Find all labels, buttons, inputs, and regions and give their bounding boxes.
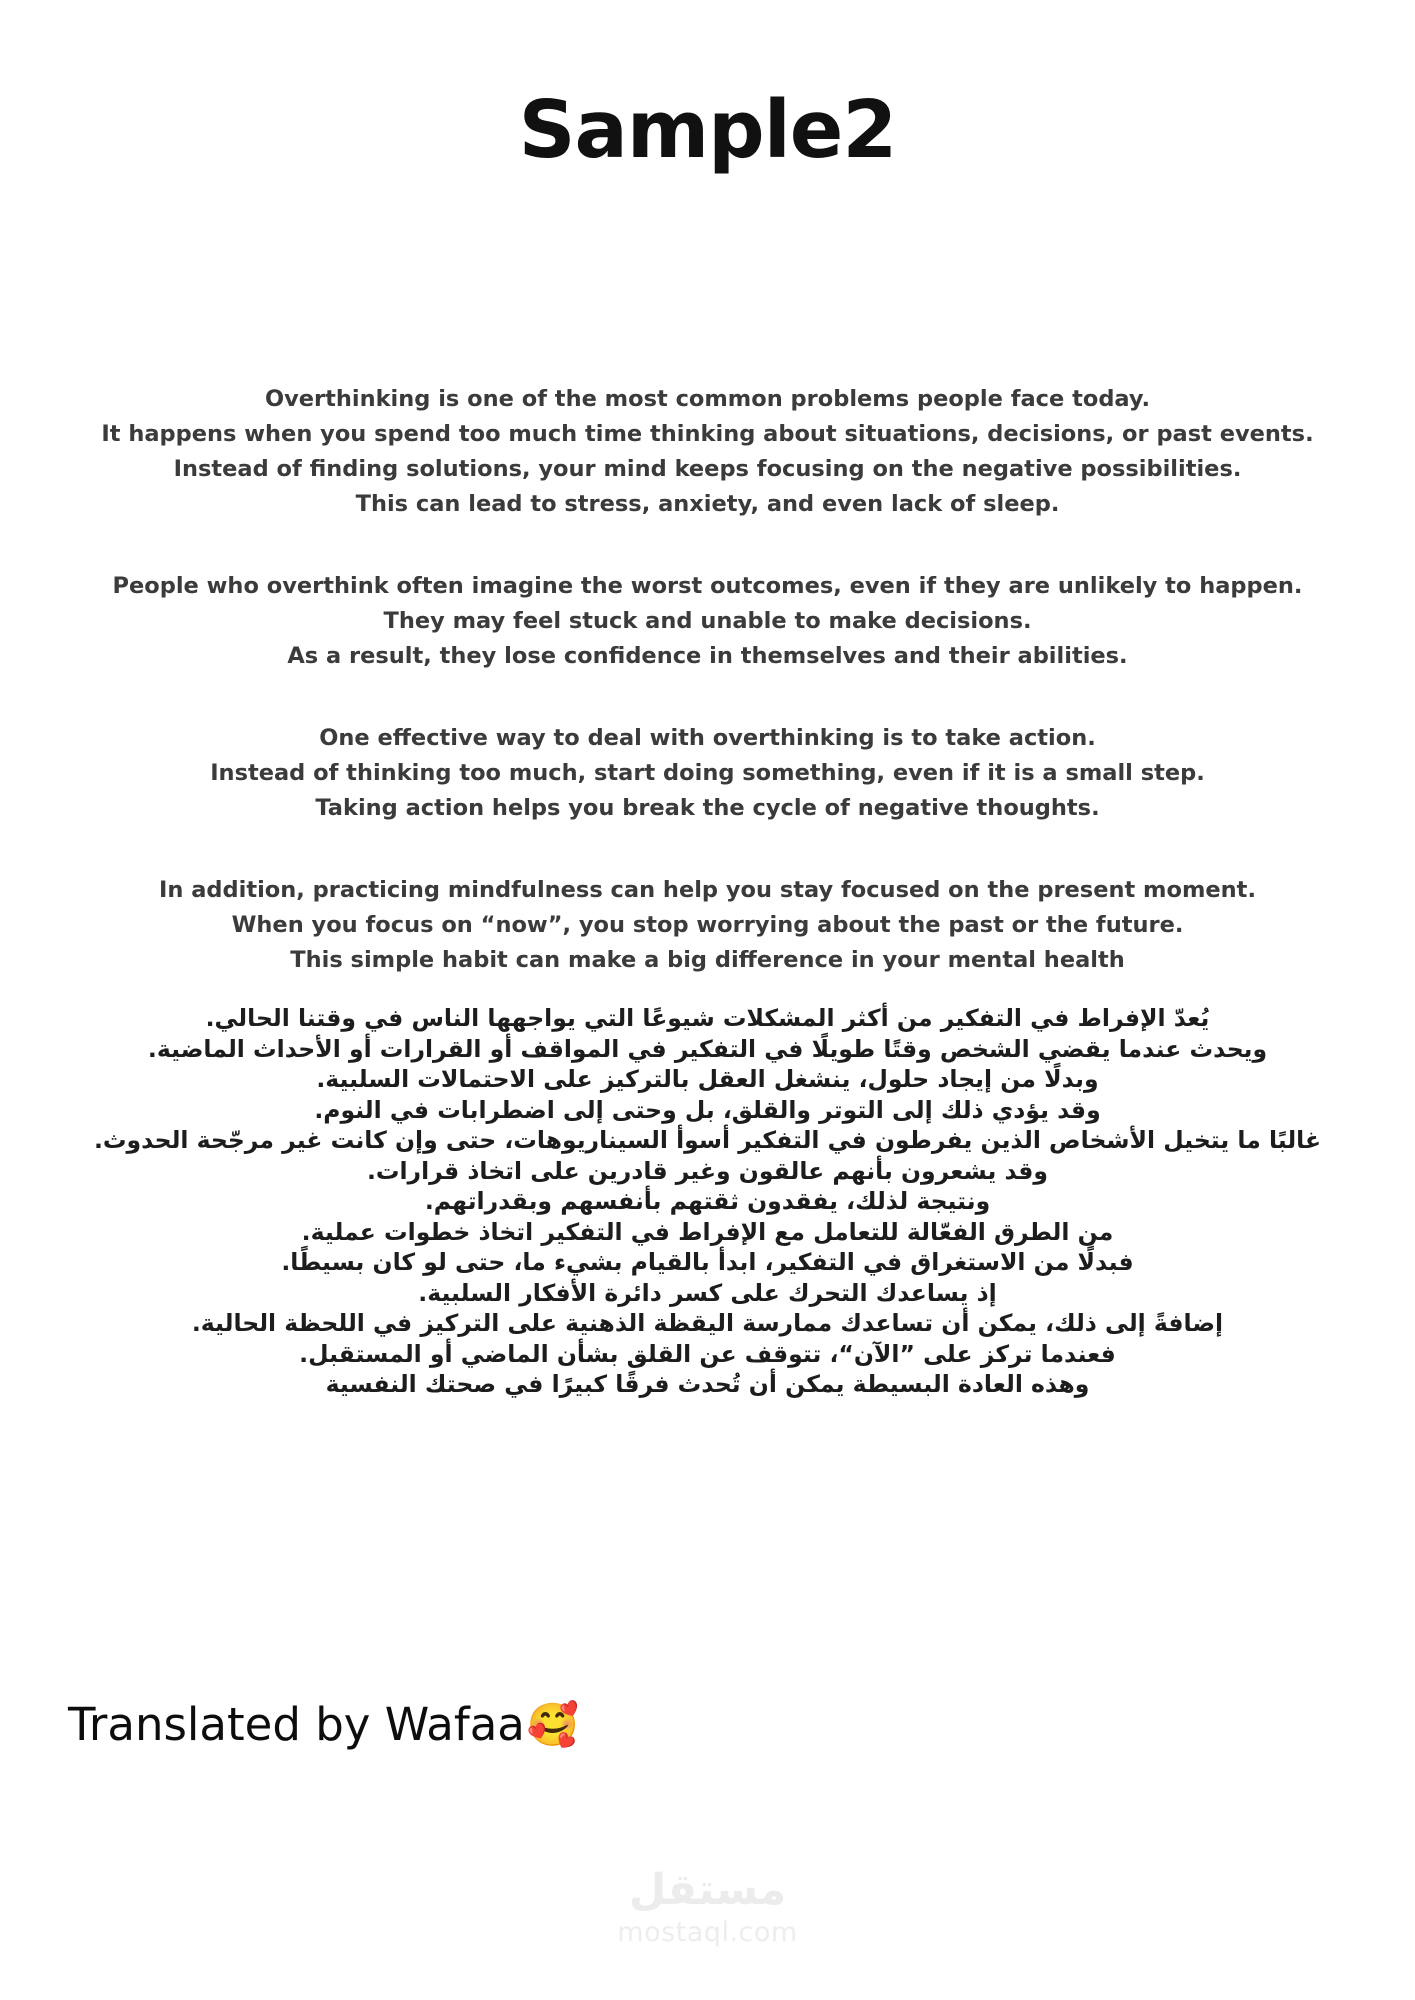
english-line: This can lead to stress, anxiety, and even lack of sleep.: [355, 491, 1060, 517]
english-line: They may feel stuck and unable to make decisions.: [383, 608, 1032, 634]
page-title: Sample2: [518, 83, 897, 176]
watermark-arabic-logo: مستقل: [628, 1865, 787, 1915]
english-content: [0, 382, 1415, 978]
english-line: One effective way to deal with overthinking is to take action.: [319, 725, 1096, 751]
translator-credit-text: Translated by Wafaa: [68, 1698, 525, 1751]
english-line: It happens when you spend too much time thinking about situations, decisions, or past events.: [101, 421, 1314, 447]
english-paragraph-block: [0, 873, 1415, 978]
english-line: Instead of finding solutions, your mind keeps focusing on the negative possibilities.: [173, 456, 1242, 482]
arabic-line: فعندما تركز على ”الآن“، تتوقف عن القلق بشأن الماضي أو المستقبل.: [299, 1339, 1116, 1368]
mostaql-watermark: [0, 1865, 1415, 1949]
arabic-content: [0, 1003, 1415, 1400]
watermark-domain-label: mostaql.com: [617, 1917, 798, 1949]
english-line: As a result, they lose confidence in themselves and their abilities.: [287, 643, 1128, 669]
english-line: Overthinking is one of the most common problems people face today.: [264, 386, 1151, 412]
smiling-face-with-hearts-icon: 🥰: [526, 1699, 580, 1749]
translator-credit: [68, 1698, 579, 1751]
arabic-line: ويحدث عندما يقضي الشخص وقتًا طويلًا في التفكير في المواقف أو القرارات أو الأحداث الماضية.: [147, 1034, 1268, 1063]
arabic-line: إذ يساعدك التحرك على كسر دائرة الأفكار السلبية.: [418, 1278, 997, 1307]
english-paragraph-block: [0, 721, 1415, 826]
arabic-line: يُعدّ الإفراط في التفكير من أكثر المشكلات شيوعًا التي يواجهها الناس في وقتنا الحالي.: [205, 1004, 1210, 1032]
english-line: Instead of thinking too much, start doing something, even if it is a small step.: [210, 760, 1205, 786]
arabic-line: فبدلًا من الاستغراق في التفكير، ابدأ بالقيام بشيء ما، حتى لو كان بسيطًا.: [281, 1248, 1134, 1276]
english-paragraph-block: [0, 382, 1415, 522]
english-line: In addition, practicing mindfulness can help you stay focused on the present moment.: [159, 877, 1256, 903]
arabic-line: وبدلًا من إيجاد حلول، ينشغل العقل بالتركيز على الاحتمالات السلبية.: [316, 1065, 1099, 1093]
english-paragraph-block: [0, 569, 1415, 674]
english-line: People who overthink often imagine the worst outcomes, even if they are unlikely to happen.: [112, 573, 1303, 599]
arabic-line: وقد يشعرون بأنهم عالقون وغير قادرين على اتخاذ قرارات.: [366, 1156, 1049, 1185]
arabic-line: من الطرق الفعّالة للتعامل مع الإفراط في التفكير اتخاذ خطوات عملية.: [301, 1217, 1114, 1246]
arabic-line: ونتيجة لذلك، يفقدون ثقتهم بأنفسهم وبقدراتهم.: [424, 1187, 991, 1215]
arabic-line: وهذه العادة البسيطة يمكن أن تُحدث فرقًا كبيرًا في صحتك النفسية: [325, 1370, 1090, 1398]
arabic-line: وقد يؤدي ذلك إلى التوتر والقلق، بل وحتى إلى اضطرابات في النوم.: [314, 1095, 1101, 1124]
arabic-line: غالبًا ما يتخيل الأشخاص الذين يفرطون في التفكير أسوأ السيناريوهات، حتى وإن كانت غير مرجّحة الحدوث.: [93, 1126, 1322, 1154]
english-line: This simple habit can make a big difference in your mental health: [290, 947, 1125, 973]
arabic-line: إضافةً إلى ذلك، يمكن أن تساعدك ممارسة اليقظة الذهنية على التركيز في اللحظة الحالية.: [191, 1309, 1224, 1337]
english-line: When you focus on “now”, you stop worrying about the past or the future.: [231, 912, 1184, 938]
english-line: Taking action helps you break the cycle of negative thoughts.: [315, 795, 1100, 821]
